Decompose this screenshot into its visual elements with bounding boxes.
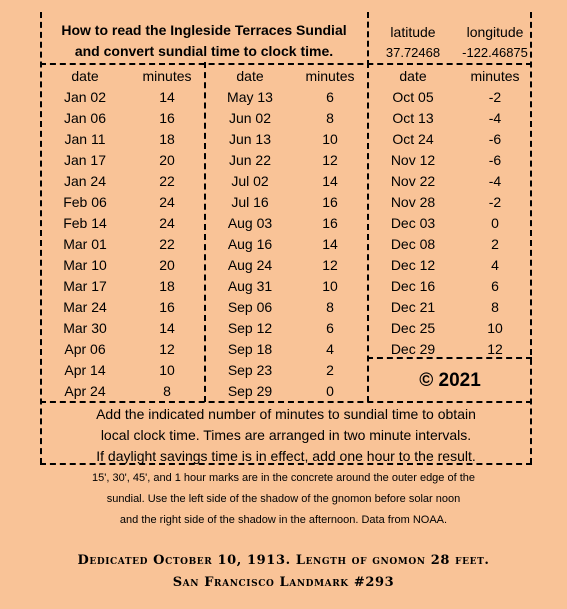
table-cell-minutes: 10 (322, 278, 338, 294)
table-cell-date: Jun 22 (228, 152, 272, 168)
column-header-date: date (71, 68, 99, 84)
table-cell-date: Apr 24 (64, 383, 106, 399)
landmark-line: San Francisco Landmark #293 (172, 575, 395, 590)
table-cell-minutes: 0 (491, 215, 499, 231)
table-cell-date: Aug 31 (227, 278, 273, 294)
table-cell-minutes: 22 (159, 236, 175, 252)
frame-left-border (40, 12, 42, 464)
note-line-1: 15', 30', 45', and 1 hour marks are in the concrete around the outer edge of the (92, 472, 475, 484)
table-cell-minutes: 10 (487, 320, 503, 336)
table-cell-minutes: 12 (322, 257, 338, 273)
table-cell-minutes: 20 (159, 152, 175, 168)
table-cell-date: Jan 02 (63, 89, 107, 105)
table-cell-minutes: 24 (159, 194, 175, 210)
table-cell-minutes: 10 (159, 362, 175, 378)
table-cell-date: Aug 03 (227, 215, 273, 231)
table-cell-date: Dec 25 (390, 320, 436, 336)
table-cell-minutes: 8 (326, 299, 334, 315)
column-header-date: date (236, 68, 264, 84)
frame-divider-title (367, 12, 369, 66)
table-cell-minutes: 2 (326, 362, 334, 378)
table-cell-date: Dec 12 (390, 257, 436, 273)
table-cell-minutes: -2 (488, 89, 502, 105)
table-cell-date: Sep 12 (227, 320, 273, 336)
frame-header-rule (40, 63, 532, 65)
table-cell-minutes: 18 (159, 278, 175, 294)
table-cell-date: Oct 13 (392, 110, 434, 126)
table-cell-minutes: 16 (322, 215, 338, 231)
longitude-label: longitude (466, 24, 524, 40)
note-line-3: and the right side of the shadow in the afternoon. Data from NOAA. (119, 514, 448, 526)
table-cell-minutes: -4 (488, 110, 502, 126)
table-cell-date: Jun 13 (228, 131, 272, 147)
table-cell-minutes: 18 (159, 131, 175, 147)
table-cell-date: Apr 06 (64, 341, 106, 357)
table-cell-date: Jan 06 (63, 110, 107, 126)
table-cell-minutes: -2 (488, 194, 502, 210)
table-cell-minutes: 24 (159, 215, 175, 231)
table-cell-minutes: 16 (322, 194, 338, 210)
page-title-line-2: and convert sundial time to clock time. (74, 43, 334, 59)
table-cell-date: Oct 24 (392, 131, 434, 147)
latitude-label: latitude (390, 24, 436, 40)
table-cell-minutes: 16 (159, 299, 175, 315)
table-cell-minutes: 0 (326, 383, 334, 399)
column-header-minutes: minutes (305, 68, 355, 84)
table-cell-date: Jul 02 (231, 173, 269, 189)
table-cell-date: Aug 16 (227, 236, 273, 252)
table-cell-date: Dec 29 (390, 341, 436, 357)
table-cell-date: Apr 14 (64, 362, 106, 378)
column-header-minutes: minutes (142, 68, 192, 84)
table-cell-date: Jan 11 (64, 131, 106, 147)
table-cell-minutes: -6 (488, 152, 502, 168)
table-cell-minutes: 4 (326, 341, 334, 357)
table-cell-minutes: 12 (487, 341, 503, 357)
table-cell-date: May 13 (227, 89, 273, 105)
column-header-minutes: minutes (470, 68, 520, 84)
table-cell-date: Sep 18 (227, 341, 273, 357)
instruction-line-3: If daylight savings time is in effect, add one hour to the result. (96, 448, 476, 464)
table-cell-date: Dec 08 (390, 236, 436, 252)
table-cell-minutes: 12 (322, 152, 338, 168)
longitude-value: -122.46875 (462, 45, 528, 60)
note-line-2: sundial. Use the left side of the shadow of the gnomon before solar noon (106, 493, 461, 505)
table-cell-minutes: 16 (159, 110, 175, 126)
table-cell-date: Mar 10 (63, 257, 107, 273)
table-cell-date: Mar 01 (63, 236, 107, 252)
table-cell-minutes: 22 (159, 173, 175, 189)
table-cell-date: Jun 02 (228, 110, 272, 126)
table-cell-minutes: 6 (326, 320, 334, 336)
latitude-value: 37.72468 (385, 45, 441, 60)
table-cell-date: Nov 12 (390, 152, 436, 168)
table-cell-minutes: 14 (159, 320, 175, 336)
table-cell-minutes: 2 (491, 236, 499, 252)
table-cell-minutes: 6 (326, 89, 334, 105)
table-cell-date: Aug 24 (227, 257, 273, 273)
table-cell-minutes: 4 (491, 257, 499, 273)
instruction-line-2: local clock time. Times are arranged in two minute intervals. (100, 427, 472, 443)
table-cell-minutes: 8 (326, 110, 334, 126)
table-cell-minutes: 20 (159, 257, 175, 273)
table-cell-minutes: -4 (488, 173, 502, 189)
table-cell-minutes: 14 (322, 173, 338, 189)
table-cell-date: Dec 16 (390, 278, 436, 294)
table-cell-date: Oct 05 (392, 89, 434, 105)
table-cell-date: Jan 24 (63, 173, 107, 189)
instruction-line-1: Add the indicated number of minutes to sundial time to obtain (96, 406, 476, 422)
table-cell-minutes: 12 (159, 341, 175, 357)
copyright-notice: © 2021 (419, 370, 481, 391)
table-cell-minutes: 6 (491, 278, 499, 294)
table-cell-minutes: 8 (491, 299, 499, 315)
table-cell-date: Mar 17 (63, 278, 107, 294)
table-cell-date: Jul 16 (231, 194, 269, 210)
table-cell-date: Dec 03 (390, 215, 436, 231)
table-cell-date: Sep 06 (227, 299, 273, 315)
table-cell-date: Feb 06 (63, 194, 107, 210)
table-cell-date: Mar 24 (63, 299, 107, 315)
table-cell-minutes: 14 (322, 236, 338, 252)
table-cell-date: Jan 17 (63, 152, 107, 168)
dedication-line: Dedicated October 10, 1913. Length of gnomon 28 feet. (77, 553, 490, 568)
table-cell-date: Mar 30 (63, 320, 107, 336)
table-cell-minutes: 10 (322, 131, 338, 147)
table-cell-date: Feb 14 (63, 215, 107, 231)
table-cell-date: Sep 23 (227, 362, 273, 378)
table-cell-minutes: -6 (488, 131, 502, 147)
table-cell-date: Nov 22 (390, 173, 436, 189)
table-cell-minutes: 8 (163, 383, 171, 399)
page-title-line-1: How to read the Ingleside Terraces Sundial (61, 22, 347, 38)
table-cell-date: Nov 28 (390, 194, 436, 210)
table-cell-date: Dec 21 (390, 299, 436, 315)
table-cell-date: Sep 29 (227, 383, 273, 399)
table-cell-minutes: 14 (159, 89, 175, 105)
column-header-date: date (399, 68, 427, 84)
